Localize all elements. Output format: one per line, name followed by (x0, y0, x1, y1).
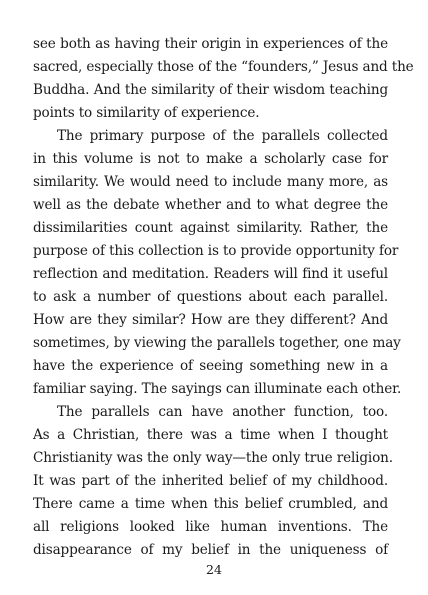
text-line: sometimes, by viewing the parallels together, one may (33, 335, 401, 351)
text-line: There came a time when this belief crumbled, and (33, 496, 388, 512)
text-line: sacred, especially those of the “founders,” Jesus and the (33, 59, 414, 75)
text-line: It was part of the inherited belief of my childhood. (33, 473, 388, 489)
text-line: points to similarity of experience. (33, 105, 260, 121)
paragraph-first-line: The parallels can have another function, too. (57, 404, 388, 420)
text-line: similarity. We would need to include many more, as (33, 174, 388, 190)
text-line: all religions looked like human inventions. The (33, 519, 388, 535)
text-line: well as the debate whether and to what degree the (33, 197, 388, 213)
text-line: dissimilarities count against similarity. Rather, the (33, 220, 388, 236)
text-line: in this volume is not to make a scholarly case for (33, 151, 388, 167)
text-line: reflection and meditation. Readers will find it useful (33, 266, 388, 282)
text-line: see both as having their origin in experiences of the (33, 36, 388, 52)
text-line: have the experience of seeing something new in a (33, 358, 388, 374)
page-number: 24 (206, 562, 222, 577)
text-line: disappearance of my belief in the uniqueness of (33, 542, 388, 558)
text-line: Christianity was the only way—the only true religion. (33, 450, 393, 466)
paragraph-first-line: The primary purpose of the parallels collected (57, 128, 388, 144)
text-line: How are they similar? How are they different? And (33, 312, 388, 328)
text-line: to ask a number of questions about each parallel. (33, 289, 388, 305)
text-line: purpose of this collection is to provide opportunity for (33, 243, 399, 259)
text-line: As a Christian, there was a time when I thought (33, 427, 388, 443)
text-line: familiar saying. The sayings can illuminate each other. (33, 381, 402, 397)
text-line: Buddha. And the similarity of their wisdom teaching (33, 82, 388, 98)
